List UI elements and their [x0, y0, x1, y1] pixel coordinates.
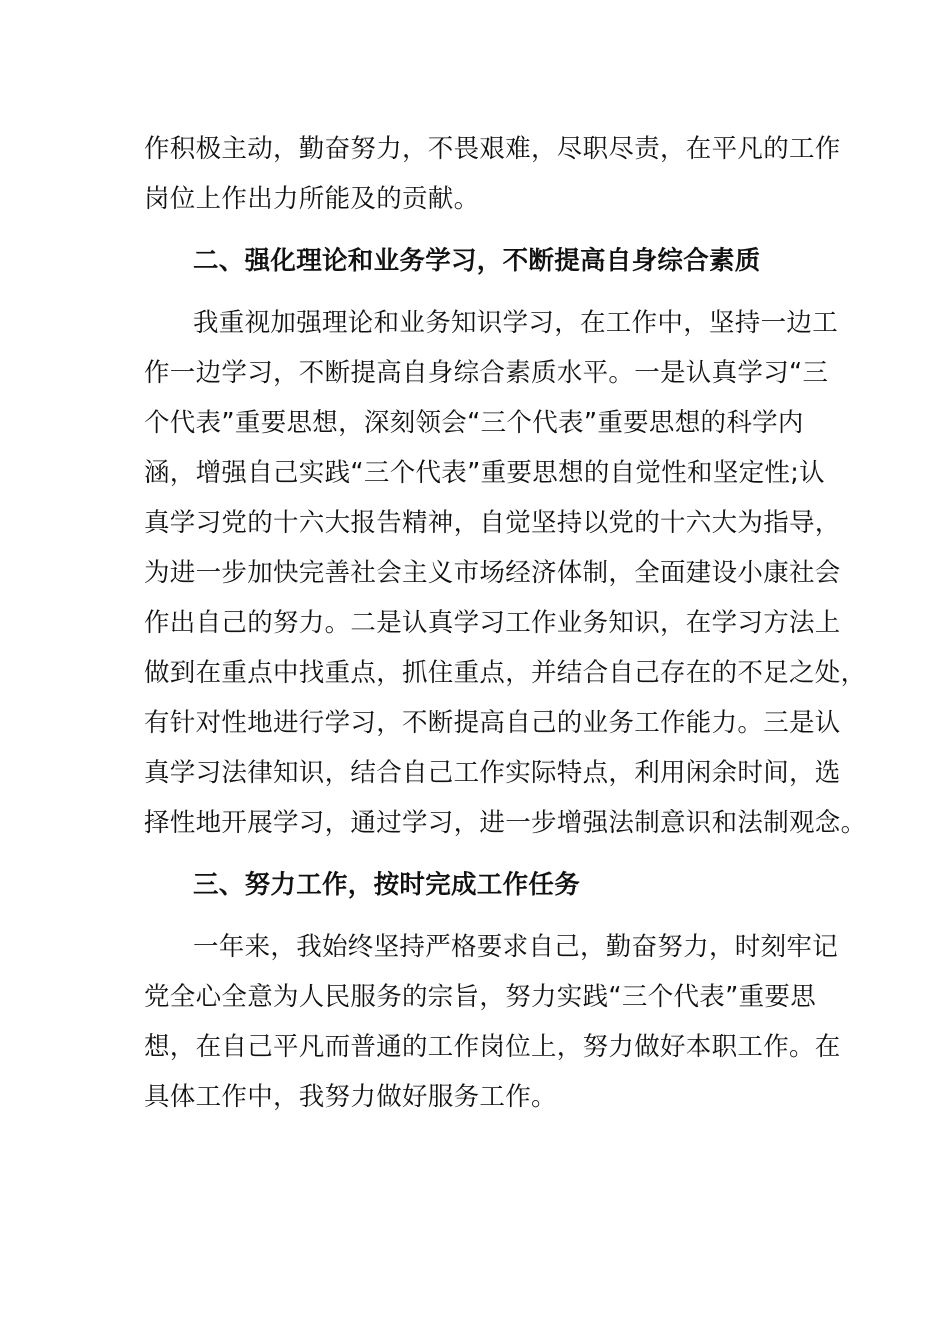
text-line: 真学习党的十六大报告精神，自觉坚持以党的十六大为指导，: [144, 508, 841, 538]
text-line: 作积极主动，勤奋努力，不畏艰难，尽职尽责，在平凡的工作: [144, 134, 841, 164]
text-line: 做到在重点中找重点，抓住重点，并结合自己存在的不足之处，: [144, 658, 867, 688]
paragraph-work-attitude: [144, 124, 841, 224]
document-page: [144, 124, 867, 1122]
text-line: 真学习法律知识，结合自己工作实际特点，利用闲余时间，选: [144, 758, 841, 788]
text-line: 作出自己的努力。二是认真学习工作业务知识，在学习方法上: [144, 608, 841, 638]
text-line: 一年来，我始终坚持严格要求自己，勤奋努力，时刻牢记: [193, 932, 839, 962]
paragraph-work: [144, 922, 841, 1122]
text-line: 党全心全意为人民服务的宗旨，努力实践“三个代表”重要思: [144, 982, 817, 1012]
text-line: 作一边学习，不断提高自身综合素质水平。一是认真学习“三: [144, 358, 829, 388]
text-line: 涵，增强自己实践“三个代表”重要思想的自觉性和坚定性;认: [144, 458, 825, 488]
text-line: 个代表”重要思想，深刻领会“三个代表”重要思想的科学内: [144, 408, 804, 438]
section-heading-work: 三、努力工作，按时完成工作任务: [193, 870, 581, 900]
text-line: 我重视加强理论和业务知识学习，在工作中，坚持一边工: [193, 308, 839, 338]
text-line: 想，在自己平凡而普通的工作岗位上，努力做好本职工作。在: [144, 1032, 841, 1062]
section-heading-study: 二、强化理论和业务学习，不断提高自身综合素质: [193, 246, 761, 276]
text-line: 岗位上作出力所能及的贡献。: [144, 184, 480, 214]
text-line: 为进一步加快完善社会主义市场经济体制，全面建设小康社会: [144, 558, 841, 588]
paragraph-study: [144, 298, 867, 848]
text-line: 有针对性地进行学习，不断提高自己的业务工作能力。三是认: [144, 708, 841, 738]
text-line: 择性地开展学习，通过学习，进一步增强法制意识和法制观念。: [144, 808, 867, 838]
text-line: 具体工作中，我努力做好服务工作。: [144, 1082, 557, 1112]
